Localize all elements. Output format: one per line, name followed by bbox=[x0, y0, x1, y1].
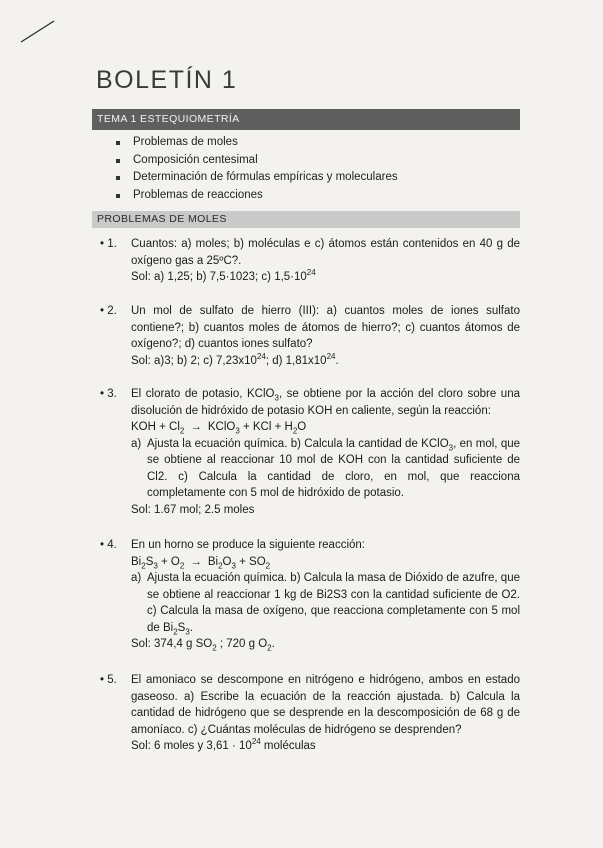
solution-line: Sol: 6 moles y $3,61 \cdot 10^{24}$ moléculas bbox=[131, 737, 316, 752]
pen-stroke-mark bbox=[18, 18, 58, 44]
topic-item: Determinación de fórmulas empíricas y moleculares bbox=[116, 169, 398, 187]
solution-line: Sol: 374,4 g $SO_2$ ; 720 g $O_2$. bbox=[131, 638, 275, 653]
problem-1 bbox=[100, 236, 520, 286]
topic-header-bar: TEMA 1 ESTEQUIOMETRÍA bbox=[92, 109, 520, 130]
problem-text: En un horno se produce la siguiente reacción: bbox=[131, 539, 365, 551]
reaction-equation: $Bi_2S_3 + O_2 \to Bi_2O_3 + SO_2$ bbox=[131, 555, 271, 570]
problem-number: • 2. bbox=[100, 305, 117, 317]
problem-5 bbox=[100, 672, 520, 755]
solution-line: Sol: a)3; b) 2; c) $7,23x10^{24}$; d) $1,81x10^{24}$. bbox=[131, 351, 339, 367]
topic-item: Composición centesimal bbox=[116, 152, 398, 170]
problem-text: El amoniaco se descompone en nitrógeno e hidrógeno, ambos en estado gaseoso. a) Escribe la ecuación de la reacción ajustada. b) Calcula la cantidad de hidrógeno que se desprende en la descomposición de 68 g de amoníaco. c) ¿Cuántas moléculas de hidrógeno se desprenden? bbox=[131, 674, 520, 736]
sub-question: a) Ajusta la ecuación química. b) Calcula la cantidad de KClO$_3$, en mol, que se obtiene al reaccionar 10 mol de KOH con la cantidad suficiente de Cl2. c) Calcula la cantidad de cloro, en mol, que reacciona completamente con 5 mol de hidróxido de potasio. bbox=[131, 437, 521, 499]
solution-line: Sol: 1.67 mol; 2.5 moles bbox=[131, 503, 255, 516]
arrow-icon: → bbox=[190, 555, 202, 568]
problem-number: • 4. bbox=[100, 539, 117, 551]
topic-list bbox=[116, 134, 398, 204]
topic-item: Problemas de reacciones bbox=[116, 187, 398, 205]
problem-number: • 3. bbox=[100, 388, 117, 400]
document-title: BOLETÍN 1 bbox=[96, 66, 238, 94]
reaction-equation: KOH + $Cl_2$ → KClO$_3$ + KCl + $H_2O$ bbox=[131, 421, 307, 436]
problem-text: Un mol de sulfato de hierro (III): a) cuantos moles de iones sulfato contiene?; b) cuantos moles de átomos de hierro?; c) cuantos átomos de oxígeno?; d) cuantos iones sulfato? bbox=[131, 305, 520, 350]
sub-question: a) Ajusta la ecuación química. b) Calcula la masa de Dióxido de azufre, que se obtiene al reaccionar 1 kg de Bi2S3 con la cantidad suficiente de O2. c) Calcula la masa de oxígeno, que reacciona completamente con 5 mol de $Bi_2S_3$. bbox=[131, 572, 520, 636]
topic-item: Problemas de moles bbox=[116, 134, 398, 152]
problem-text: El clorato de potasio, KClO$_3$, se obtiene por la acción del cloro sobre una disolución de hidróxido de potasio KOH en caliente, según la reacción: bbox=[131, 388, 520, 417]
problem-3 bbox=[100, 386, 520, 518]
problem-4 bbox=[100, 537, 520, 653]
problem-number: • 5. bbox=[100, 674, 117, 686]
problems-header-bar: PROBLEMAS DE MOLES bbox=[92, 211, 520, 228]
problem-text: Cuantos: a) moles; b) moléculas e c) átomos están contenidos en 40 g de oxígeno gas a 25ºC?. bbox=[131, 238, 520, 267]
arrow-icon: → bbox=[190, 421, 202, 433]
problem-2 bbox=[100, 303, 520, 369]
solution-line: Sol: a) 1,25; b) 7,5·1023; c) $1,5\cdot 10^{24}$ bbox=[131, 268, 316, 283]
problem-number: • 1. bbox=[100, 238, 117, 250]
